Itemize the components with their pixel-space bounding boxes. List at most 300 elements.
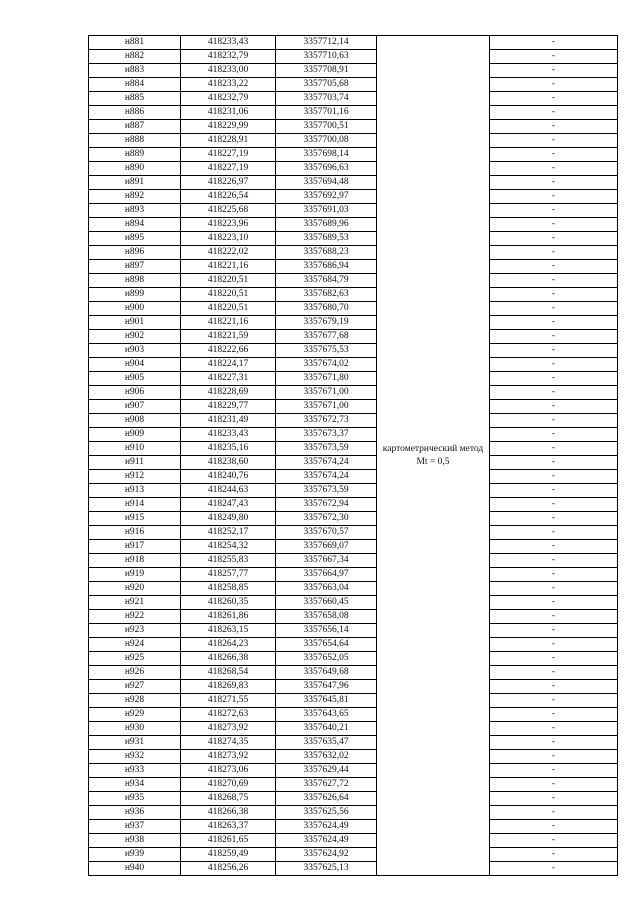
y-coordinate-cell: 3357691,03 bbox=[276, 204, 377, 218]
point-name-cell: н926 bbox=[89, 666, 181, 680]
table-row bbox=[89, 554, 618, 568]
y-coordinate-cell: 3357708,91 bbox=[276, 64, 377, 78]
point-name-cell: н885 bbox=[89, 92, 181, 106]
y-coordinate-cell: 3357675,53 bbox=[276, 344, 377, 358]
extra-cell: - bbox=[490, 694, 618, 708]
x-coordinate-cell: 418273,92 bbox=[181, 750, 276, 764]
point-name-cell: н935 bbox=[89, 792, 181, 806]
y-coordinate-cell: 3357625,56 bbox=[276, 806, 377, 820]
table-row bbox=[89, 834, 618, 848]
table-row bbox=[89, 344, 618, 358]
table-row bbox=[89, 666, 618, 680]
x-coordinate-cell: 418249,80 bbox=[181, 512, 276, 526]
point-name-cell: н903 bbox=[89, 344, 181, 358]
point-name-cell: н902 bbox=[89, 330, 181, 344]
table-row bbox=[89, 316, 618, 330]
x-coordinate-cell: 418259,49 bbox=[181, 848, 276, 862]
table-row bbox=[89, 624, 618, 638]
x-coordinate-cell: 418247,43 bbox=[181, 498, 276, 512]
point-name-cell: н884 bbox=[89, 78, 181, 92]
point-name-cell: н918 bbox=[89, 554, 181, 568]
y-coordinate-cell: 3357686,94 bbox=[276, 260, 377, 274]
y-coordinate-cell: 3357694,48 bbox=[276, 176, 377, 190]
y-coordinate-cell: 3357671,00 bbox=[276, 386, 377, 400]
extra-cell: - bbox=[490, 624, 618, 638]
x-coordinate-cell: 418260,35 bbox=[181, 596, 276, 610]
table-row bbox=[89, 120, 618, 134]
x-coordinate-cell: 418256,26 bbox=[181, 862, 276, 876]
table-row bbox=[89, 512, 618, 526]
point-name-cell: н890 bbox=[89, 162, 181, 176]
y-coordinate-cell: 3357627,72 bbox=[276, 778, 377, 792]
y-coordinate-cell: 3357672,94 bbox=[276, 498, 377, 512]
point-name-cell: н924 bbox=[89, 638, 181, 652]
y-coordinate-cell: 3357667,34 bbox=[276, 554, 377, 568]
point-name-cell: н881 bbox=[89, 36, 181, 50]
y-coordinate-cell: 3357705,68 bbox=[276, 78, 377, 92]
extra-cell: - bbox=[490, 848, 618, 862]
extra-cell: - bbox=[490, 246, 618, 260]
point-name-cell: н905 bbox=[89, 372, 181, 386]
point-name-cell: н904 bbox=[89, 358, 181, 372]
extra-cell: - bbox=[490, 540, 618, 554]
table-row bbox=[89, 764, 618, 778]
table-row bbox=[89, 736, 618, 750]
extra-cell: - bbox=[490, 400, 618, 414]
table-row bbox=[89, 232, 618, 246]
x-coordinate-cell: 418255,83 bbox=[181, 554, 276, 568]
x-coordinate-cell: 418232,79 bbox=[181, 50, 276, 64]
y-coordinate-cell: 3357671,80 bbox=[276, 372, 377, 386]
extra-cell: - bbox=[490, 666, 618, 680]
extra-cell: - bbox=[490, 484, 618, 498]
y-coordinate-cell: 3357692,97 bbox=[276, 190, 377, 204]
x-coordinate-cell: 418228,91 bbox=[181, 134, 276, 148]
coordinates-table-body bbox=[89, 36, 618, 876]
coordinates-table bbox=[88, 35, 618, 876]
point-name-cell: н916 bbox=[89, 526, 181, 540]
y-coordinate-cell: 3357658,08 bbox=[276, 610, 377, 624]
y-coordinate-cell: 3357689,53 bbox=[276, 232, 377, 246]
x-coordinate-cell: 418232,79 bbox=[181, 92, 276, 106]
y-coordinate-cell: 3357670,57 bbox=[276, 526, 377, 540]
extra-cell: - bbox=[490, 120, 618, 134]
extra-cell: - bbox=[490, 330, 618, 344]
extra-cell: - bbox=[490, 764, 618, 778]
point-name-cell: н932 bbox=[89, 750, 181, 764]
table-row bbox=[89, 162, 618, 176]
extra-cell: - bbox=[490, 582, 618, 596]
extra-cell: - bbox=[490, 302, 618, 316]
x-coordinate-cell: 418270,69 bbox=[181, 778, 276, 792]
y-coordinate-cell: 3357712,14 bbox=[276, 36, 377, 50]
table-row bbox=[89, 134, 618, 148]
table-row bbox=[89, 218, 618, 232]
y-coordinate-cell: 3357640,21 bbox=[276, 722, 377, 736]
x-coordinate-cell: 418233,43 bbox=[181, 36, 276, 50]
x-coordinate-cell: 418273,92 bbox=[181, 722, 276, 736]
x-coordinate-cell: 418263,37 bbox=[181, 820, 276, 834]
point-name-cell: н897 bbox=[89, 260, 181, 274]
table-row bbox=[89, 176, 618, 190]
x-coordinate-cell: 418274,35 bbox=[181, 736, 276, 750]
y-coordinate-cell: 3357624,49 bbox=[276, 834, 377, 848]
extra-cell: - bbox=[490, 78, 618, 92]
table-row bbox=[89, 778, 618, 792]
table-row bbox=[89, 498, 618, 512]
table-row bbox=[89, 680, 618, 694]
y-coordinate-cell: 3357629,44 bbox=[276, 764, 377, 778]
x-coordinate-cell: 418252,17 bbox=[181, 526, 276, 540]
extra-cell: - bbox=[490, 834, 618, 848]
table-row bbox=[89, 372, 618, 386]
extra-cell: - bbox=[490, 176, 618, 190]
y-coordinate-cell: 3357701,16 bbox=[276, 106, 377, 120]
point-name-cell: н900 bbox=[89, 302, 181, 316]
extra-cell: - bbox=[490, 792, 618, 806]
x-coordinate-cell: 418229,77 bbox=[181, 400, 276, 414]
extra-cell: - bbox=[490, 652, 618, 666]
x-coordinate-cell: 418268,75 bbox=[181, 792, 276, 806]
y-coordinate-cell: 3357674,24 bbox=[276, 456, 377, 470]
table-row bbox=[89, 302, 618, 316]
point-name-cell: н917 bbox=[89, 540, 181, 554]
x-coordinate-cell: 418269,83 bbox=[181, 680, 276, 694]
table-row bbox=[89, 568, 618, 582]
x-coordinate-cell: 418264,23 bbox=[181, 638, 276, 652]
x-coordinate-cell: 418244,63 bbox=[181, 484, 276, 498]
x-coordinate-cell: 418240,76 bbox=[181, 470, 276, 484]
x-coordinate-cell: 418227,19 bbox=[181, 162, 276, 176]
extra-cell: - bbox=[490, 260, 618, 274]
extra-cell: - bbox=[490, 218, 618, 232]
point-name-cell: н939 bbox=[89, 848, 181, 862]
table-row bbox=[89, 288, 618, 302]
x-coordinate-cell: 418268,54 bbox=[181, 666, 276, 680]
table-row bbox=[89, 386, 618, 400]
x-coordinate-cell: 418257,77 bbox=[181, 568, 276, 582]
y-coordinate-cell: 3357671,00 bbox=[276, 400, 377, 414]
y-coordinate-cell: 3357674,24 bbox=[276, 470, 377, 484]
table-row bbox=[89, 78, 618, 92]
point-name-cell: н889 bbox=[89, 148, 181, 162]
x-coordinate-cell: 418233,22 bbox=[181, 78, 276, 92]
y-coordinate-cell: 3357626,64 bbox=[276, 792, 377, 806]
extra-cell: - bbox=[490, 344, 618, 358]
x-coordinate-cell: 418233,00 bbox=[181, 64, 276, 78]
table-row bbox=[89, 862, 618, 876]
point-name-cell: н909 bbox=[89, 428, 181, 442]
y-coordinate-cell: 3357632,02 bbox=[276, 750, 377, 764]
y-coordinate-cell: 3357677,68 bbox=[276, 330, 377, 344]
extra-cell: - bbox=[490, 806, 618, 820]
y-coordinate-cell: 3357696,63 bbox=[276, 162, 377, 176]
table-row bbox=[89, 456, 618, 470]
extra-cell: - bbox=[490, 288, 618, 302]
point-name-cell: н929 bbox=[89, 708, 181, 722]
table-row bbox=[89, 106, 618, 120]
extra-cell: - bbox=[490, 456, 618, 470]
y-coordinate-cell: 3357645,81 bbox=[276, 694, 377, 708]
y-coordinate-cell: 3357647,96 bbox=[276, 680, 377, 694]
y-coordinate-cell: 3357672,73 bbox=[276, 414, 377, 428]
table-row bbox=[89, 246, 618, 260]
table-row bbox=[89, 694, 618, 708]
extra-cell: - bbox=[490, 736, 618, 750]
x-coordinate-cell: 418273,06 bbox=[181, 764, 276, 778]
extra-cell: - bbox=[490, 316, 618, 330]
x-coordinate-cell: 418227,31 bbox=[181, 372, 276, 386]
x-coordinate-cell: 418220,51 bbox=[181, 302, 276, 316]
x-coordinate-cell: 418261,86 bbox=[181, 610, 276, 624]
point-name-cell: н923 bbox=[89, 624, 181, 638]
extra-cell: - bbox=[490, 274, 618, 288]
extra-cell: - bbox=[490, 568, 618, 582]
extra-cell: - bbox=[490, 358, 618, 372]
y-coordinate-cell: 3357700,51 bbox=[276, 120, 377, 134]
y-coordinate-cell: 3357649,68 bbox=[276, 666, 377, 680]
table-row bbox=[89, 652, 618, 666]
point-name-cell: н940 bbox=[89, 862, 181, 876]
y-coordinate-cell: 3357710,63 bbox=[276, 50, 377, 64]
y-coordinate-cell: 3357682,63 bbox=[276, 288, 377, 302]
table-row bbox=[89, 610, 618, 624]
extra-cell: - bbox=[490, 820, 618, 834]
document-page bbox=[88, 35, 618, 876]
x-coordinate-cell: 418238,60 bbox=[181, 456, 276, 470]
table-row bbox=[89, 92, 618, 106]
y-coordinate-cell: 3357672,30 bbox=[276, 512, 377, 526]
y-coordinate-cell: 3357663,04 bbox=[276, 582, 377, 596]
method-cell: картометрический метод Mt = 0,5 bbox=[377, 36, 490, 876]
point-name-cell: н911 bbox=[89, 456, 181, 470]
extra-cell: - bbox=[490, 512, 618, 526]
extra-cell: - bbox=[490, 610, 618, 624]
point-name-cell: н928 bbox=[89, 694, 181, 708]
point-name-cell: н937 bbox=[89, 820, 181, 834]
y-coordinate-cell: 3357673,37 bbox=[276, 428, 377, 442]
extra-cell: - bbox=[490, 498, 618, 512]
point-name-cell: н907 bbox=[89, 400, 181, 414]
x-coordinate-cell: 418223,96 bbox=[181, 218, 276, 232]
extra-cell: - bbox=[490, 708, 618, 722]
extra-cell: - bbox=[490, 596, 618, 610]
y-coordinate-cell: 3357625,13 bbox=[276, 862, 377, 876]
point-name-cell: н882 bbox=[89, 50, 181, 64]
y-coordinate-cell: 3357700,08 bbox=[276, 134, 377, 148]
extra-cell: - bbox=[490, 232, 618, 246]
y-coordinate-cell: 3357673,59 bbox=[276, 442, 377, 456]
x-coordinate-cell: 418221,16 bbox=[181, 316, 276, 330]
extra-cell: - bbox=[490, 148, 618, 162]
x-coordinate-cell: 418228,69 bbox=[181, 386, 276, 400]
table-row bbox=[89, 414, 618, 428]
y-coordinate-cell: 3357698,14 bbox=[276, 148, 377, 162]
x-coordinate-cell: 418263,15 bbox=[181, 624, 276, 638]
point-name-cell: н898 bbox=[89, 274, 181, 288]
point-name-cell: н925 bbox=[89, 652, 181, 666]
x-coordinate-cell: 418272,63 bbox=[181, 708, 276, 722]
x-coordinate-cell: 418254,32 bbox=[181, 540, 276, 554]
table-row bbox=[89, 50, 618, 64]
table-row bbox=[89, 484, 618, 498]
point-name-cell: н921 bbox=[89, 596, 181, 610]
x-coordinate-cell: 418261,65 bbox=[181, 834, 276, 848]
x-coordinate-cell: 418235,16 bbox=[181, 442, 276, 456]
table-row bbox=[89, 596, 618, 610]
x-coordinate-cell: 418221,16 bbox=[181, 260, 276, 274]
point-name-cell: н919 bbox=[89, 568, 181, 582]
extra-cell: - bbox=[490, 722, 618, 736]
extra-cell: - bbox=[490, 862, 618, 876]
y-coordinate-cell: 3357688,23 bbox=[276, 246, 377, 260]
table-row bbox=[89, 330, 618, 344]
y-coordinate-cell: 3357624,49 bbox=[276, 820, 377, 834]
y-coordinate-cell: 3357703,74 bbox=[276, 92, 377, 106]
y-coordinate-cell: 3357624,92 bbox=[276, 848, 377, 862]
table-row bbox=[89, 274, 618, 288]
table-row bbox=[89, 400, 618, 414]
table-row bbox=[89, 428, 618, 442]
point-name-cell: н920 bbox=[89, 582, 181, 596]
extra-cell: - bbox=[490, 204, 618, 218]
extra-cell: - bbox=[490, 162, 618, 176]
point-name-cell: н892 bbox=[89, 190, 181, 204]
extra-cell: - bbox=[490, 778, 618, 792]
y-coordinate-cell: 3357643,65 bbox=[276, 708, 377, 722]
y-coordinate-cell: 3357654,64 bbox=[276, 638, 377, 652]
point-name-cell: н893 bbox=[89, 204, 181, 218]
x-coordinate-cell: 418231,06 bbox=[181, 106, 276, 120]
point-name-cell: н934 bbox=[89, 778, 181, 792]
extra-cell: - bbox=[490, 106, 618, 120]
table-row bbox=[89, 64, 618, 78]
x-coordinate-cell: 418271,55 bbox=[181, 694, 276, 708]
table-row bbox=[89, 190, 618, 204]
table-row bbox=[89, 470, 618, 484]
extra-cell: - bbox=[490, 50, 618, 64]
table-row bbox=[89, 638, 618, 652]
y-coordinate-cell: 3357689,96 bbox=[276, 218, 377, 232]
table-row bbox=[89, 148, 618, 162]
x-coordinate-cell: 418220,51 bbox=[181, 288, 276, 302]
table-row bbox=[89, 204, 618, 218]
x-coordinate-cell: 418225,68 bbox=[181, 204, 276, 218]
extra-cell: - bbox=[490, 638, 618, 652]
point-name-cell: н933 bbox=[89, 764, 181, 778]
point-name-cell: н891 bbox=[89, 176, 181, 190]
extra-cell: - bbox=[490, 680, 618, 694]
table-row bbox=[89, 792, 618, 806]
table-row bbox=[89, 442, 618, 456]
point-name-cell: н927 bbox=[89, 680, 181, 694]
extra-cell: - bbox=[490, 554, 618, 568]
extra-cell: - bbox=[490, 750, 618, 764]
point-name-cell: н912 bbox=[89, 470, 181, 484]
y-coordinate-cell: 3357656,14 bbox=[276, 624, 377, 638]
point-name-cell: н901 bbox=[89, 316, 181, 330]
point-name-cell: н899 bbox=[89, 288, 181, 302]
table-row bbox=[89, 750, 618, 764]
extra-cell: - bbox=[490, 414, 618, 428]
point-name-cell: н883 bbox=[89, 64, 181, 78]
table-row bbox=[89, 260, 618, 274]
table-row bbox=[89, 582, 618, 596]
table-row bbox=[89, 848, 618, 862]
y-coordinate-cell: 3357680,70 bbox=[276, 302, 377, 316]
point-name-cell: н908 bbox=[89, 414, 181, 428]
table-row bbox=[89, 36, 618, 50]
y-coordinate-cell: 3357652,05 bbox=[276, 652, 377, 666]
x-coordinate-cell: 418224,17 bbox=[181, 358, 276, 372]
point-name-cell: н910 bbox=[89, 442, 181, 456]
extra-cell: - bbox=[490, 526, 618, 540]
extra-cell: - bbox=[490, 428, 618, 442]
x-coordinate-cell: 418266,38 bbox=[181, 652, 276, 666]
table-row bbox=[89, 820, 618, 834]
x-coordinate-cell: 418222,02 bbox=[181, 246, 276, 260]
x-coordinate-cell: 418229,99 bbox=[181, 120, 276, 134]
point-name-cell: н922 bbox=[89, 610, 181, 624]
extra-cell: - bbox=[490, 372, 618, 386]
y-coordinate-cell: 3357679,19 bbox=[276, 316, 377, 330]
extra-cell: - bbox=[490, 470, 618, 484]
y-coordinate-cell: 3357684,79 bbox=[276, 274, 377, 288]
point-name-cell: н906 bbox=[89, 386, 181, 400]
x-coordinate-cell: 418220,51 bbox=[181, 274, 276, 288]
point-name-cell: н887 bbox=[89, 120, 181, 134]
point-name-cell: н936 bbox=[89, 806, 181, 820]
x-coordinate-cell: 418222,66 bbox=[181, 344, 276, 358]
y-coordinate-cell: 3357669,07 bbox=[276, 540, 377, 554]
extra-cell: - bbox=[490, 386, 618, 400]
extra-cell: - bbox=[490, 92, 618, 106]
table-row bbox=[89, 722, 618, 736]
table-row bbox=[89, 540, 618, 554]
table-row bbox=[89, 806, 618, 820]
table-row bbox=[89, 526, 618, 540]
table-row bbox=[89, 358, 618, 372]
extra-cell: - bbox=[490, 64, 618, 78]
y-coordinate-cell: 3357660,45 bbox=[276, 596, 377, 610]
point-name-cell: н896 bbox=[89, 246, 181, 260]
x-coordinate-cell: 418258,85 bbox=[181, 582, 276, 596]
point-name-cell: н930 bbox=[89, 722, 181, 736]
extra-cell: - bbox=[490, 134, 618, 148]
x-coordinate-cell: 418266,38 bbox=[181, 806, 276, 820]
x-coordinate-cell: 418226,54 bbox=[181, 190, 276, 204]
x-coordinate-cell: 418231,49 bbox=[181, 414, 276, 428]
x-coordinate-cell: 418226,97 bbox=[181, 176, 276, 190]
x-coordinate-cell: 418221,59 bbox=[181, 330, 276, 344]
point-name-cell: н895 bbox=[89, 232, 181, 246]
point-name-cell: н894 bbox=[89, 218, 181, 232]
point-name-cell: н886 bbox=[89, 106, 181, 120]
extra-cell: - bbox=[490, 190, 618, 204]
y-coordinate-cell: 3357664,97 bbox=[276, 568, 377, 582]
y-coordinate-cell: 3357674,02 bbox=[276, 358, 377, 372]
y-coordinate-cell: 3357635,47 bbox=[276, 736, 377, 750]
extra-cell: - bbox=[490, 442, 618, 456]
x-coordinate-cell: 418227,19 bbox=[181, 148, 276, 162]
x-coordinate-cell: 418233,43 bbox=[181, 428, 276, 442]
point-name-cell: н913 bbox=[89, 484, 181, 498]
point-name-cell: н914 bbox=[89, 498, 181, 512]
y-coordinate-cell: 3357673,59 bbox=[276, 484, 377, 498]
point-name-cell: н938 bbox=[89, 834, 181, 848]
point-name-cell: н931 bbox=[89, 736, 181, 750]
point-name-cell: н915 bbox=[89, 512, 181, 526]
